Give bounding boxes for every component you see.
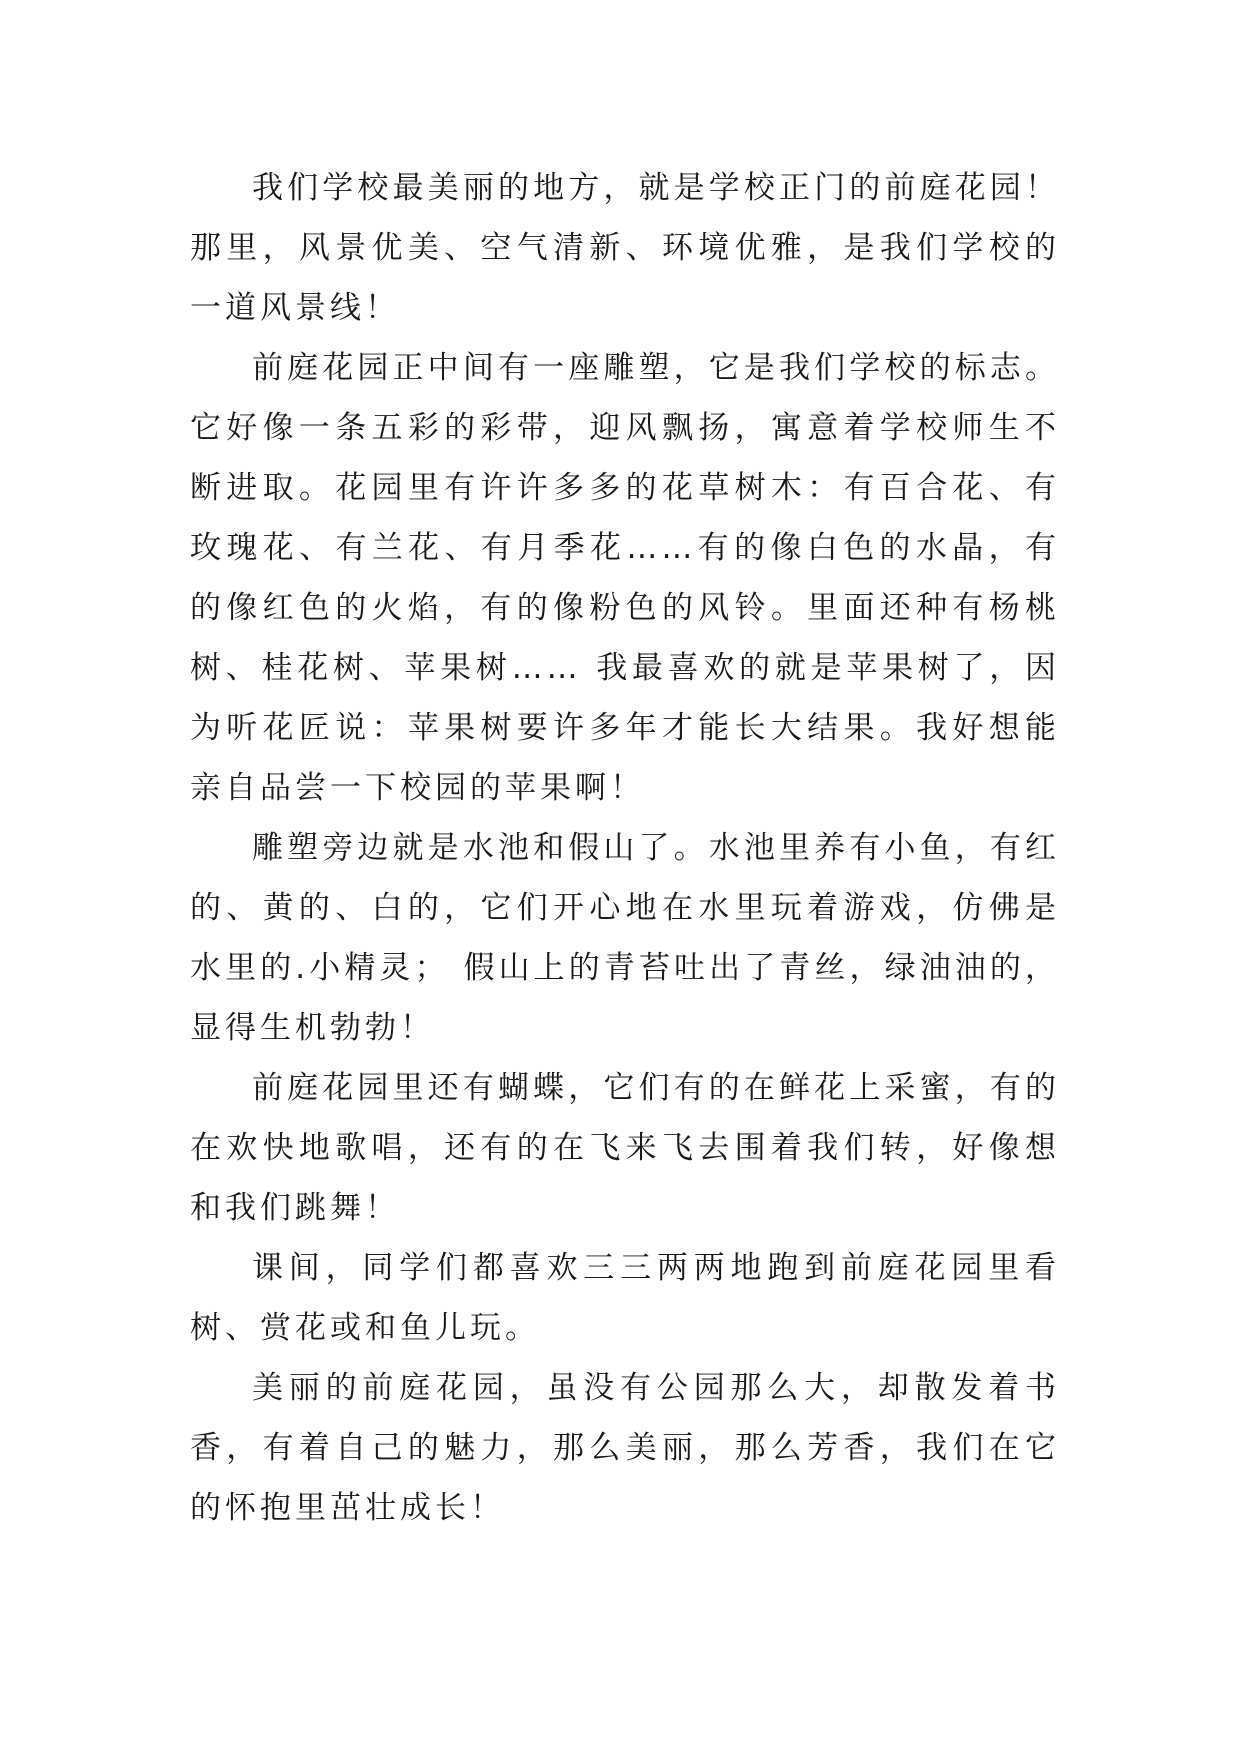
document-body bbox=[190, 158, 1060, 1538]
paragraph-3: 雕塑旁边就是水池和假山了。水池里养有小鱼，有红的、黄的、白的，它们开心地在水里玩着游戏，仿佛是水里的.小精灵； 假山上的青苔吐出了青丝，绿油油的，显得生机勃勃！ bbox=[190, 830, 1060, 1046]
paragraph-5: 课间，同学们都喜欢三三两两地跑到前庭花园里看树、赏花或和鱼儿玩。 bbox=[190, 1250, 1060, 1346]
paragraph-1: 我们学校最美丽的地方，就是学校正门的前庭花园！那里，风景优美、空气清新、环境优雅，是我们学校的一道风景线！ bbox=[190, 170, 1060, 326]
paragraph-6: 美丽的前庭花园，虽没有公园那么大，却散发着书香，有着自己的魅力，那么美丽，那么芳香，我们在它的怀抱里茁壮成长！ bbox=[190, 1370, 1060, 1526]
paragraph-2: 前庭花园正中间有一座雕塑，它是我们学校的标志。它好像一条五彩的彩带，迎风飘扬，寓意着学校师生不断进取。花园里有许许多多的花草树木：有百合花、有玫瑰花、有兰花、有月季花……有的像白色的水晶，有的像红色的火焰，有的像粉色的风铃。里面还种有杨桃树、桂花树、苹果树…… 我最喜欢的就是苹果树了，因为听花匠说：苹果树要许多年才能长大结果。我好想能亲自品尝一下校园的苹果啊！ bbox=[190, 350, 1060, 806]
paragraph-4: 前庭花园里还有蝴蝶，它们有的在鲜花上采蜜，有的在欢快地歌唱，还有的在飞来飞去围着我们转，好像想和我们跳舞！ bbox=[190, 1070, 1060, 1226]
